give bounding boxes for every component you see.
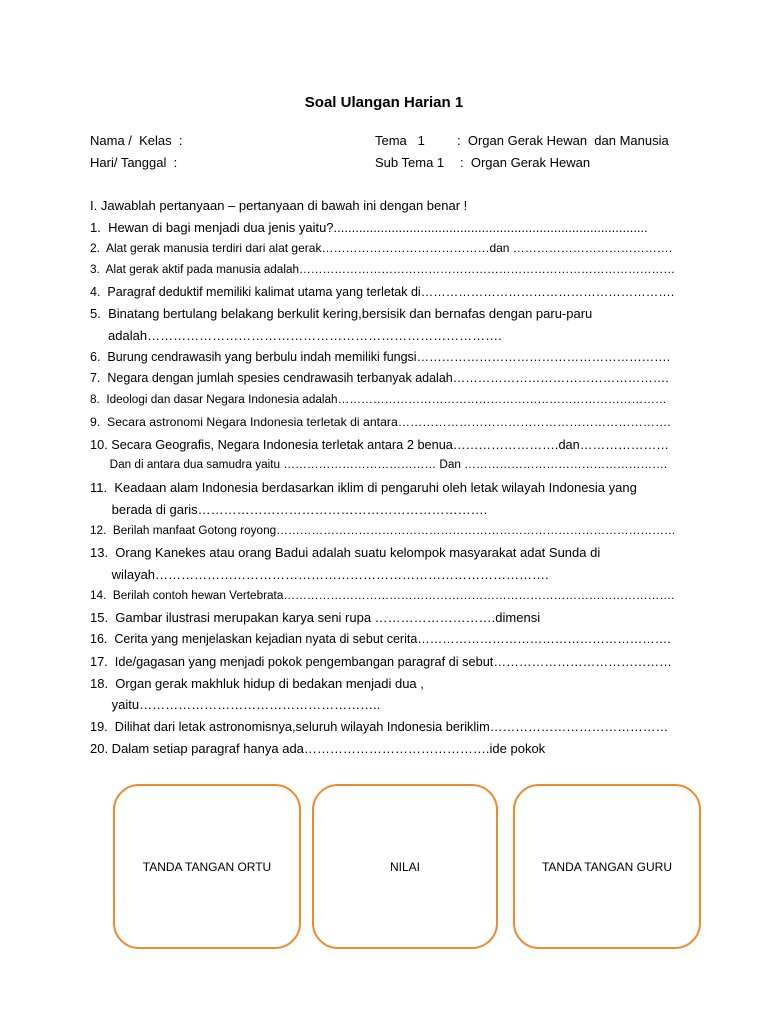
question-item: 6. Burung cendrawasih yang berbulu indah memiliki fungsi……………………………………………………. [90,350,671,364]
subtema-value: : Organ Gerak Hewan [460,155,591,170]
question-item: 19. Dilihat dari letak astronomisnya,seluruh wilayah Indonesia beriklim…………………………………… [90,719,669,734]
tema-label: Tema 1 [375,133,425,148]
question-item: 18. Organ gerak makhluk hidup di bedakan menjadi dua , [90,676,424,691]
hari-tanggal-label: Hari/ Tanggal : [90,155,178,170]
question-item: 11. Keadaan alam Indonesia berdasarkan iklim di pengaruhi oleh letak wilayah Indonesia yang [90,480,637,495]
question-item: 16. Cerita yang menjelaskan kejadian nyata di sebut cerita……………………………………………………. [90,632,671,646]
question-item: 17. Ide/gagasan yang menjadi pokok pengembangan paragraf di sebut…………………………………… [90,654,672,669]
instruction: I. Jawablah pertanyaan – pertanyaan di bawah ini dengan benar ! [90,198,468,213]
parent-signature-box [113,784,301,949]
question-item: 13. Orang Kanekes atau orang Badui adalah suatu kelompok masyarakat adat Sunda di [90,545,601,560]
question-item: 4. Paragraf deduktif memiliki kalimat utama yang terletak di……………………………………………………. [90,285,675,299]
teacher-signature-label: TANDA TANGAN GURU [541,859,672,874]
score-label: NILAI [389,859,420,874]
question-item: 14. Berilah contoh hewan Vertebrata………………………………………………………………………………………. [90,589,675,602]
score-box [312,784,498,949]
question-item: 12. Berilah manfaat Gotong royong………………………………………………………………………………………… [90,524,676,537]
teacher-signature-box [513,784,701,949]
question-item: 7. Negara dengan jumlah spesies cendrawasih terbanyak adalah……………………………………………. [90,371,669,385]
parent-signature-label: TANDA TANGAN ORTU [142,859,272,874]
question-item: 8. Ideologi dan dasar Negara Indonesia adalah………………………………………………………………………… [90,393,667,406]
question-item-continued: yaitu……………………………………………….. [90,697,381,712]
nama-kelas-label: Nama / Kelas : [90,133,183,148]
question-item: 15. Gambar ilustrasi merupakan karya seni rupa ……………………….dimensi [90,610,541,625]
question-item: 9. Secara astronomi Negara Indonesia terletak di antara…………………………………………………………. [90,415,671,429]
question-item: 2. Alat gerak manusia terdiri dari alat gerak……………………………………dan …………………………………. [90,241,673,255]
tema-value: : Organ Gerak Hewan dan Manusia [457,133,669,148]
question-item-continued: adalah………………………………………………………………………. [90,328,502,343]
question-item: 10. Secara Geografis, Negara Indonesia terletak antara 2 benua…………………….dan………………… [90,437,669,452]
question-item: 5. Binatang bertulang belakang berkulit kering,bersisik dan bernafas dengan paru-paru [90,306,593,321]
subtema-label: Sub Tema 1 [375,155,445,170]
question-item: 3. Alat gerak aktif pada manusia adalah…………………………………………………………………………………… [90,263,676,276]
question-item-continued: wilayah………………………………………………………………………………. [90,567,549,582]
page-title: Soal Ulangan Harian 1 [304,94,464,111]
question-item: 20. Dalam setiap paragraf hanya ada…………………………………….ide pokok [90,741,546,756]
question-item-continued: berada di garis…………………………………………………………. [90,502,488,517]
question-item-continued: Dan di antara dua samudra yaitu ………………………………… Dan ……………………………………………. [90,458,668,471]
question-item: 1. Hewan di bagi menjadi dua jenis yaitu?....................................................................................... [90,220,648,235]
